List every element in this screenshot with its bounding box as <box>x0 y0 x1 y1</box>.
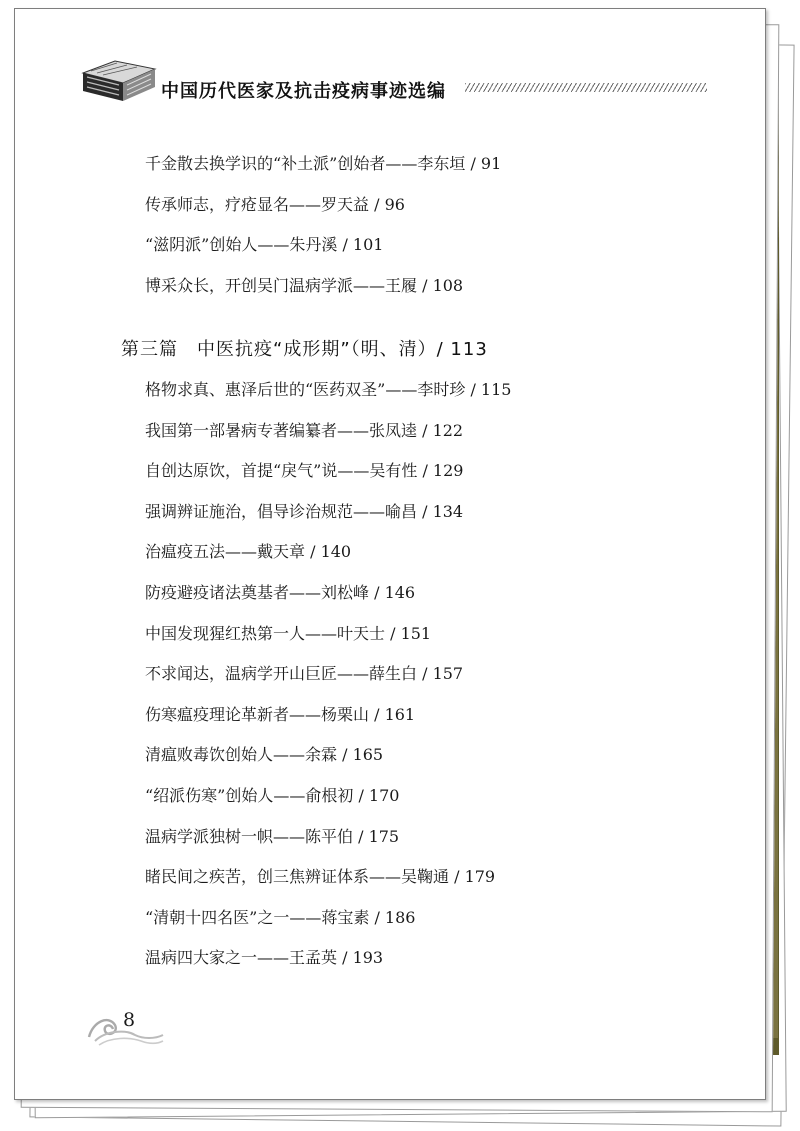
toc-entry: 自创达原饮，首提“戾气”说——吴有性 / 129 <box>145 461 464 480</box>
toc-entry: 不求闻达，温病学开山巨匠——薛生白 / 157 <box>145 664 464 683</box>
book-scroll-icon <box>81 55 159 107</box>
toc-entry: 伤寒瘟疫理论革新者——杨栗山 / 161 <box>145 705 416 724</box>
toc-entry: 中国发现猩红热第一人——叶天士 / 151 <box>145 624 432 643</box>
toc-entry: 我国第一部暑病专著编纂者——张凤逵 / 122 <box>145 421 464 440</box>
running-header-title: 中国历代医家及抗击疫病事迹选编 <box>161 81 446 102</box>
toc-entry: 治瘟疫五法——戴天章 / 140 <box>145 542 352 561</box>
document-page <box>14 8 766 1100</box>
toc-section-heading: 第三篇 中医抗疫“成形期”（明、清）/ 113 <box>121 339 488 360</box>
toc-entry: “清朝十四名医”之一——蒋宝素 / 186 <box>145 908 416 927</box>
header-hatched-rule <box>465 83 707 92</box>
page-number: 8 <box>123 1009 136 1031</box>
toc-entry: “绍派伤寒”创始人——俞根初 / 170 <box>145 786 400 805</box>
toc-entry: 清瘟败毒饮创始人——余霖 / 165 <box>145 745 384 764</box>
toc-entry: 温病四大家之一——王孟英 / 193 <box>145 948 384 967</box>
toc-entry: 睹民间之疾苦，创三焦辨证体系——吴鞠通 / 179 <box>145 867 496 886</box>
toc-entry: 千金散去换学识的“补土派”创始者——李东垣 / 91 <box>145 154 502 173</box>
toc-entry: 格物求真、惠泽后世的“医药双圣”——李时珍 / 115 <box>145 380 512 399</box>
toc-entry: 传承师志，疗疮显名——罗天益 / 96 <box>145 195 405 214</box>
toc-entry: 防疫避疫诸法奠基者——刘松峰 / 146 <box>145 583 416 602</box>
toc-entry: 温病学派独树一帜——陈平伯 / 175 <box>145 827 400 846</box>
running-header <box>81 55 721 125</box>
toc-entry: 强调辨证施治，倡导诊治规范——喻昌 / 134 <box>145 502 464 521</box>
toc-entry: 博采众长，开创吴门温病学派——王履 / 108 <box>145 276 464 295</box>
toc-entry: “滋阴派”创始人——朱丹溪 / 101 <box>145 235 384 254</box>
